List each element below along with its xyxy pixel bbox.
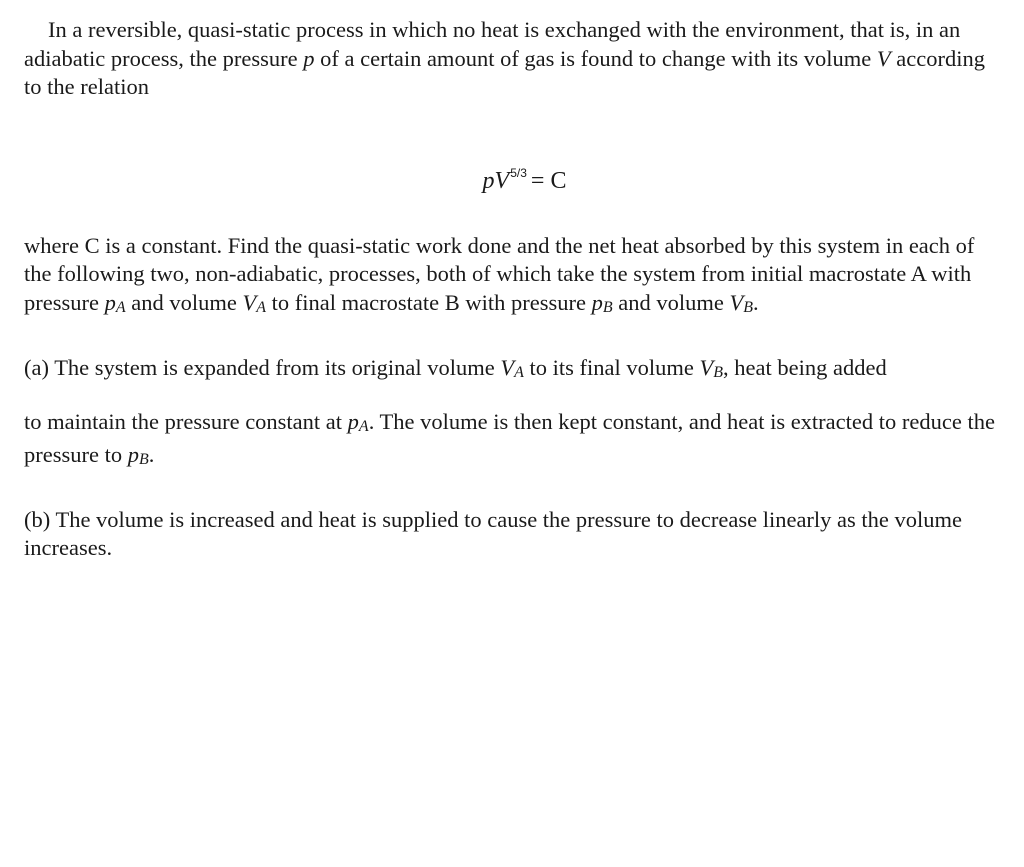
var-pA: p bbox=[347, 408, 359, 434]
var-VB: V bbox=[729, 289, 744, 315]
var-VB-sub: B bbox=[713, 364, 724, 381]
var-VB: V bbox=[699, 355, 714, 380]
var-VA-sub: A bbox=[256, 298, 267, 316]
eq-exponent: 5/3 bbox=[510, 165, 527, 180]
var-VA: V bbox=[500, 355, 515, 380]
part-b-paragraph: (b) The volume is increased and heat is supplied to cause the pressure to decrease linearly as the volume increases. bbox=[24, 506, 963, 560]
var-VA: V bbox=[242, 289, 257, 315]
part-a-text-4: to maintain the pressure constant at bbox=[24, 408, 348, 434]
intro-text-2: of a certain amount of gas is found to change with its volume bbox=[314, 45, 877, 71]
var-pB-sub: B bbox=[138, 451, 149, 468]
var-pA: p bbox=[104, 289, 116, 315]
part-a-text-2: to its final volume bbox=[523, 355, 700, 380]
var-V: V bbox=[876, 45, 891, 71]
part-a-text-5: . The volume is then kept constant, and heat is extracted to reduce the pressure to bbox=[24, 408, 995, 467]
eq-rhs: = C bbox=[530, 167, 567, 194]
part-a-text-3: , heat being added bbox=[723, 355, 887, 380]
var-VB-sub: B bbox=[743, 298, 753, 316]
var-pB-sub: B bbox=[602, 298, 613, 316]
part-a-line1 bbox=[24, 354, 999, 388]
body-text-3: to final macrostate B with pressure bbox=[266, 289, 592, 315]
var-pB: p bbox=[127, 442, 139, 467]
body-text-2: and volume bbox=[125, 289, 243, 315]
body-paragraph bbox=[24, 232, 999, 323]
part-a-line2 bbox=[24, 408, 999, 475]
eq-V: V bbox=[494, 167, 510, 194]
adiabatic-equation bbox=[24, 158, 999, 196]
problem-document bbox=[24, 16, 999, 563]
intro-text-3: according to the relation bbox=[24, 45, 985, 99]
intro-paragraph bbox=[24, 16, 999, 102]
var-pA-sub: A bbox=[115, 298, 126, 316]
body-text-5: . bbox=[753, 289, 759, 315]
body-text-4: and volume bbox=[612, 289, 730, 315]
part-a-text-1: (a) The system is expanded from its original volume bbox=[24, 355, 501, 380]
part-a-text-6: . bbox=[148, 442, 155, 467]
var-pA-sub: A bbox=[358, 417, 369, 435]
body-text-1: where C is a constant. Find the quasi-static work done and the net heat absorbed by this system in each of the following two, non-adiabatic, processes, both of which take the system from initial macrostate A with pressure bbox=[24, 232, 975, 315]
var-p: p bbox=[303, 45, 315, 71]
var-pB: p bbox=[591, 289, 603, 315]
intro-text-1: In a reversible, quasi-static process in which no heat is exchanged with the environment, that is, in an adiabatic process, the pressure bbox=[24, 17, 961, 71]
eq-p: p bbox=[482, 167, 495, 194]
var-VA-sub: A bbox=[514, 364, 524, 381]
